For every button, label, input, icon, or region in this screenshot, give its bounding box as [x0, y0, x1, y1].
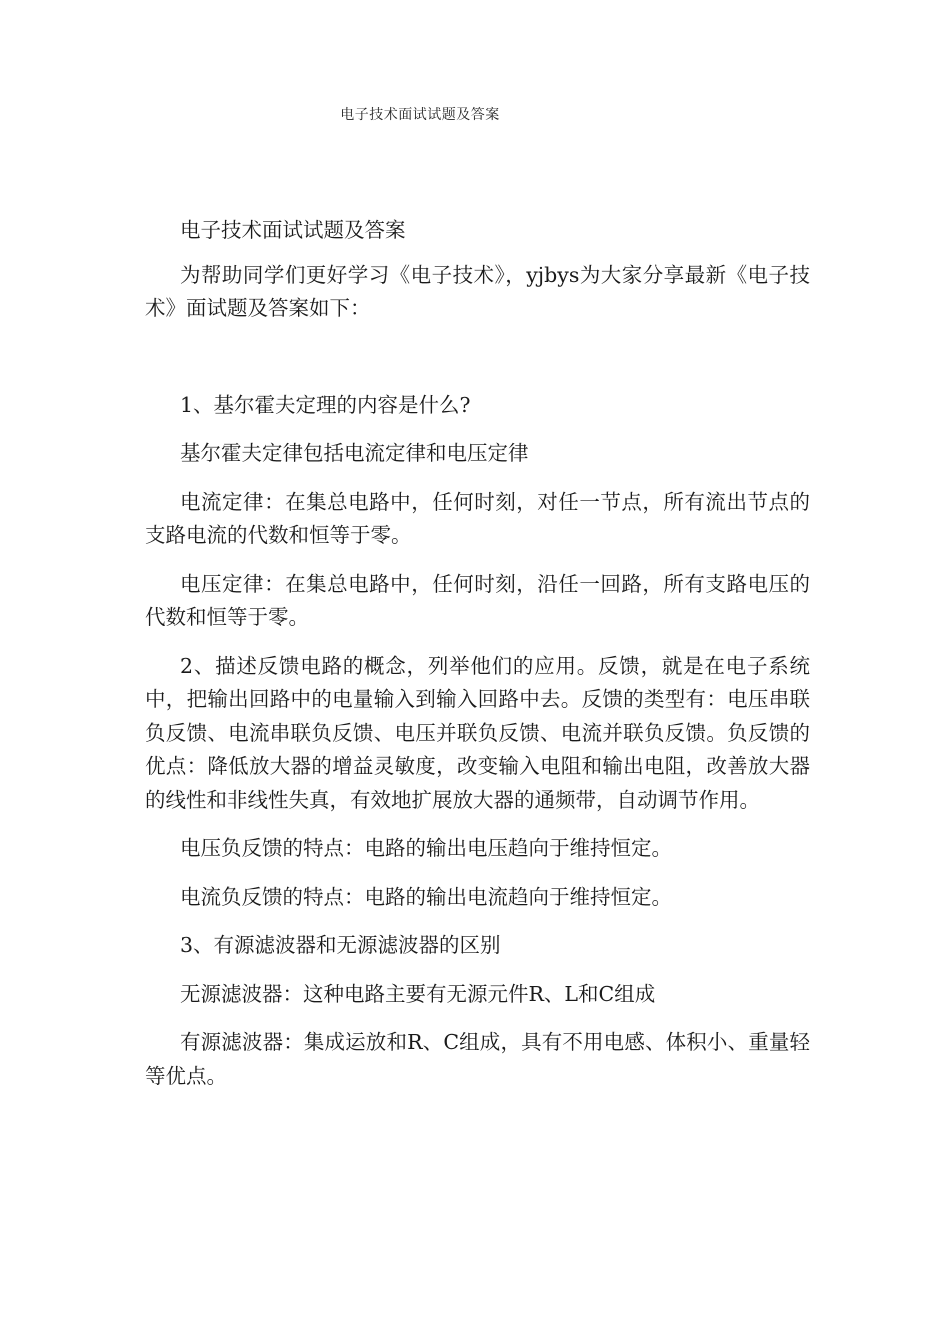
question-3: 3、有源滤波器和无源滤波器的区别	[180, 933, 501, 957]
answer-1-voltage-law: 电压定律：在集总电路中，任何时刻，沿任一回路，所有支路电压的代数和恒等于零。	[145, 571, 810, 629]
running-header: 电子技术面试试题及答案	[340, 107, 500, 123]
document-body	[145, 214, 810, 1108]
question-1: 1、基尔霍夫定理的内容是什么?	[180, 392, 471, 417]
intro-paragraph: 为帮助同学们更好学习《电子技术》，yjbys为大家分享最新《电子技术》面试题及答案如下：	[145, 262, 810, 320]
answer-1-current-law: 电流定律：在集总电路中，任何时刻，对任一节点，所有流出节点的支路电流的代数和恒等于零。	[145, 489, 810, 547]
question-2: 2、描述反馈电路的概念，列举他们的应用。反馈，就是在电子系统中，把输出回路中的电量输入到输入回路中去。反馈的类型有：电压串联负反馈、电流串联负反馈、电压并联负反馈、电流并联负反馈。负反馈的优点：降低放大器的增益灵敏度，改变输入电阻和输出电阻，改善放大器的线性和非线性失真，有效地扩展放大器的通频带，自动调节作用。	[145, 653, 810, 812]
answer-2-current-feedback: 电流负反馈的特点：电路的输出电流趋向于维持恒定。	[180, 884, 672, 909]
answer-3-active-filter: 有源滤波器：集成运放和R、C组成，具有不用电感、体积小、重量轻等优点。	[145, 1030, 810, 1088]
answer-1-summary: 基尔霍夫定律包括电流定律和电压定律	[180, 441, 529, 465]
answer-3-passive-filter: 无源滤波器：这种电路主要有无源元件R、L和C组成	[180, 981, 656, 1006]
answer-2-voltage-feedback: 电压负反馈的特点：电路的输出电压趋向于维持恒定。	[180, 836, 672, 860]
document-title: 电子技术面试试题及答案	[180, 218, 406, 242]
